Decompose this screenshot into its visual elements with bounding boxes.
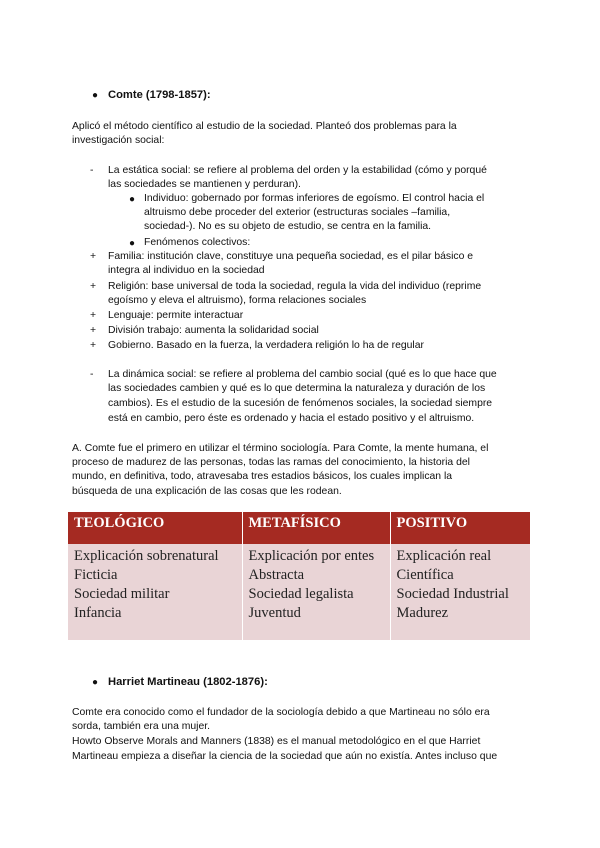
estatica-line-2: las sociedades se mantienen y perduran). — [108, 179, 301, 190]
table-header-row — [68, 512, 530, 544]
stages-table — [68, 512, 530, 640]
cell-line: Explicación por entes — [248, 548, 375, 564]
cell-line: Juventud — [248, 605, 301, 621]
header-positivo: POSITIVO — [390, 512, 530, 544]
martineau-line-2: sorda, también era una mujer. — [72, 721, 211, 732]
individuo-line-2: altruismo debe proceder del exterior (estructuras sociales –familia, — [144, 207, 451, 218]
comte-para-line-1: A. Comte fue el primero en utilizar el término sociología. Para Comte, la mente humana, el — [72, 443, 489, 454]
cell-line: Explicación real — [396, 548, 492, 564]
cell-line: Sociedad Industrial — [396, 586, 509, 602]
martineau-line-4: Martineau empieza a diseñar la ciencia de la sociedad que aún no existía. Antes incluso que — [72, 751, 498, 762]
plus-marker: + — [90, 281, 97, 292]
martineau-line-1: Comte era conocido como el fundador de la sociología debido a que Martineau no sólo era — [72, 707, 490, 718]
religion-line-2: egoísmo y eleva el altruismo), forma relaciones sociales — [108, 295, 367, 306]
positivo-cell — [390, 544, 530, 640]
comte-para-line-3: mundo, en definitiva, todo, atravesaba tres estadios básicos, los cuales implican la — [72, 471, 453, 482]
cell-line: Sociedad militar — [74, 586, 170, 602]
individuo-line-3: sociedad-). No es su objeto de estudio, se centra en la familia. — [144, 221, 432, 232]
teologico-cell — [68, 544, 242, 640]
cell-line: Sociedad legalista — [248, 586, 354, 602]
fenomenos-label: Fenómenos colectivos: — [144, 237, 251, 248]
dinamica-line-3: cambios). Es el estudio de la sucesión de fenómenos sociales, la sociedad siempre — [108, 398, 493, 409]
dash-marker: - — [90, 369, 94, 380]
familia-line-2: integra al individuo en la sociedad — [108, 265, 265, 276]
dash-marker: - — [90, 165, 94, 176]
header-teologico: TEOLÓGICO — [68, 512, 242, 544]
dinamica-line-4: está en cambio, pero éste es ordenado y hacia el estado positivo y el altruismo. — [108, 413, 475, 424]
plus-marker: + — [90, 340, 97, 351]
comte-heading: Comte (1798-1857): — [108, 89, 211, 101]
plus-marker: + — [90, 310, 97, 321]
plus-marker: + — [90, 325, 97, 336]
dinamica-line-1: La dinámica social: se refiere al problema del cambio social (qué es lo que hace que — [108, 369, 497, 380]
comte-para-line-2: proceso de madurez de las personas, todas las ramas del conocimiento, la historia del — [72, 457, 470, 468]
cell-line: Madurez — [396, 605, 449, 621]
individuo-line-1: Individuo: gobernado por formas inferiores de egoísmo. El control hacia el — [144, 193, 485, 204]
cell-line: Explicación sobrenatural — [74, 548, 219, 564]
comte-para-line-4: búsqueda de una explicación de las cosas que les rodean. — [72, 486, 342, 497]
comte-intro-line-1: Aplicó el método científico al estudio de la sociedad. Planteó dos problemas para la — [72, 121, 457, 132]
division-line: División trabajo: aumenta la solidaridad social — [108, 325, 319, 336]
martineau-line-3: Howto Observe Morals and Manners (1838) es el manual metodológico en el que Harriet — [72, 736, 481, 747]
familia-line-1: Familia: institución clave, constituye una pequeña sociedad, es el pilar básico e — [108, 251, 474, 262]
cell-line: Ficticia — [74, 567, 118, 583]
estatica-line-1: La estática social: se refiere al problema del orden y la estabilidad (cómo y porqué — [108, 165, 487, 176]
bullet-dot-icon: ● — [92, 90, 99, 101]
header-metafisico: METAFÍSICO — [242, 512, 390, 544]
religion-line-1: Religión: base universal de toda la sociedad, regula la vida del individuo (reprime — [108, 281, 482, 292]
table-row — [68, 544, 530, 640]
bullet-dot-icon: ● — [129, 238, 136, 249]
bullet-dot-icon: ● — [92, 677, 99, 688]
cell-line: Abstracta — [248, 567, 305, 583]
martineau-heading: Harriet Martineau (1802-1876): — [108, 676, 268, 688]
dinamica-line-2: las sociedades cambien y qué es lo que determina la naturaleza y duración de los — [108, 383, 486, 394]
bullet-dot-icon: ● — [129, 194, 136, 205]
metafisico-cell — [242, 544, 390, 640]
comte-intro-line-2: investigación social: — [72, 135, 165, 146]
gobierno-line: Gobierno. Basado en la fuerza, la verdadera religión lo ha de regular — [108, 340, 424, 351]
cell-line: Científica — [396, 567, 454, 583]
cell-line: Infancia — [74, 605, 122, 621]
plus-marker: + — [90, 251, 97, 262]
lenguaje-line: Lenguaje: permite interactuar — [108, 310, 244, 321]
